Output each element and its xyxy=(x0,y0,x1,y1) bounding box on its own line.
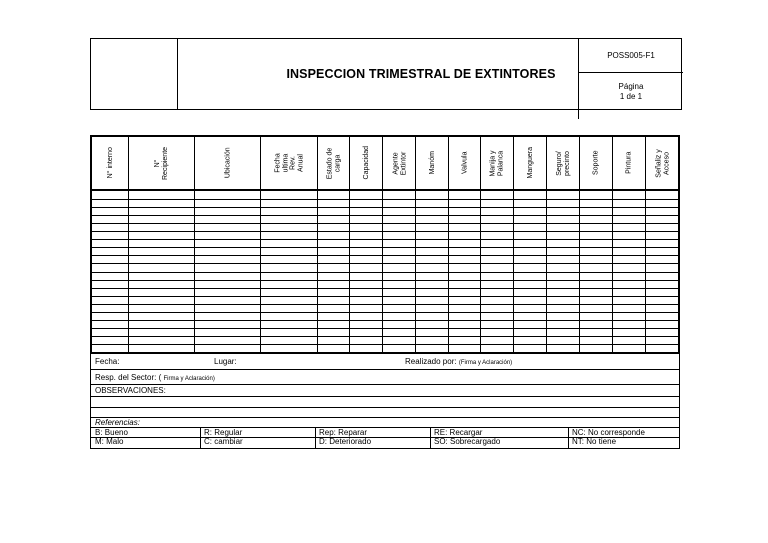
column-header-label: Manóm xyxy=(428,151,436,175)
column-header-label: Pintura xyxy=(625,151,633,175)
reference-item: NC: No corresponde xyxy=(572,428,645,437)
column-header xyxy=(318,137,350,189)
table-row xyxy=(92,304,678,305)
column-header-label: Manguera xyxy=(526,147,534,179)
resp-text: Resp. del Sector: ( xyxy=(95,373,162,382)
column-header-label: N° interno xyxy=(106,147,114,179)
resp-note: Firma y Aclaración) xyxy=(163,376,215,382)
column-header xyxy=(449,137,481,189)
column-header xyxy=(613,137,646,189)
inspection-form-footer xyxy=(90,354,680,450)
table-row xyxy=(92,344,678,345)
document-title: INSPECCION TRIMESTRAL DE EXTINTORES xyxy=(286,67,556,81)
table-row xyxy=(92,199,678,200)
column-header xyxy=(261,137,318,189)
realizado-note: (Firma y Aclaración) xyxy=(458,360,513,366)
page-number: 1 de 1 xyxy=(619,92,643,101)
page-info xyxy=(578,72,683,119)
fecha-label: Fecha: xyxy=(95,357,120,366)
reference-item: Rep: Reparar xyxy=(319,428,368,437)
table-row xyxy=(92,263,678,264)
document-code: POSS005-F1 xyxy=(578,39,683,73)
column-header-label: Estado de carga xyxy=(326,147,341,179)
inspection-table xyxy=(90,135,680,354)
column-header-label: Seguro/ precinto xyxy=(556,150,571,176)
table-row xyxy=(92,207,678,208)
column-header-label: Manija y Palanca xyxy=(489,149,505,177)
column-header-label: Señaliz y Acceso xyxy=(655,148,670,178)
referencias-label: Referencias: xyxy=(95,418,140,427)
reference-item: R: Regular xyxy=(204,428,243,437)
realizado-por-label xyxy=(405,357,512,366)
column-header-label: N° Recipiente xyxy=(154,146,169,180)
column-header xyxy=(416,137,449,189)
column-header-label: Capacidad xyxy=(362,146,370,180)
column-header xyxy=(92,137,129,189)
table-row xyxy=(92,247,678,248)
reference-item: NT: No tiene xyxy=(572,437,617,446)
table-row xyxy=(92,223,678,224)
column-header-label: Valvula xyxy=(461,151,469,175)
table-row xyxy=(92,239,678,240)
column-header-label: Agente Extintor xyxy=(391,151,407,175)
reference-item: C: cambiar xyxy=(204,437,243,446)
column-header xyxy=(481,137,514,189)
table-row xyxy=(92,288,678,289)
column-header xyxy=(383,137,416,189)
table-row xyxy=(92,296,678,297)
column-header xyxy=(350,137,383,189)
reference-item: M: Malo xyxy=(95,437,124,446)
reference-item: SO: Sobrecargado xyxy=(434,437,501,446)
table-row xyxy=(92,328,678,329)
table-row xyxy=(92,215,678,216)
column-header xyxy=(195,137,261,189)
responsable-label xyxy=(95,373,215,382)
reference-item: B: Bueno xyxy=(95,428,128,437)
table-row xyxy=(92,320,678,321)
table-row xyxy=(92,255,678,256)
table-row xyxy=(92,231,678,232)
page-label: Página xyxy=(618,82,644,91)
table-row xyxy=(92,280,678,281)
table-row xyxy=(92,336,678,337)
observaciones-label: OBSERVACIONES: xyxy=(95,386,166,395)
column-header xyxy=(514,137,547,189)
column-header-label: Soporte xyxy=(592,150,600,176)
table-row xyxy=(92,272,678,273)
lugar-label: Lugar: xyxy=(214,357,237,366)
reference-item: D: Deteriorado xyxy=(319,437,372,446)
column-header xyxy=(580,137,613,189)
logo-area xyxy=(91,39,178,109)
realizado-text: Realizado por: xyxy=(405,357,457,366)
column-header-label: Ubicación xyxy=(224,147,232,179)
column-header xyxy=(547,137,580,189)
document-header xyxy=(90,38,682,110)
column-header-label: Fecha ultima Rev. Anual xyxy=(274,153,304,173)
reference-item: RE: Recargar xyxy=(434,428,483,437)
table-row xyxy=(92,312,678,313)
column-header xyxy=(129,137,195,189)
column-header xyxy=(646,137,680,189)
